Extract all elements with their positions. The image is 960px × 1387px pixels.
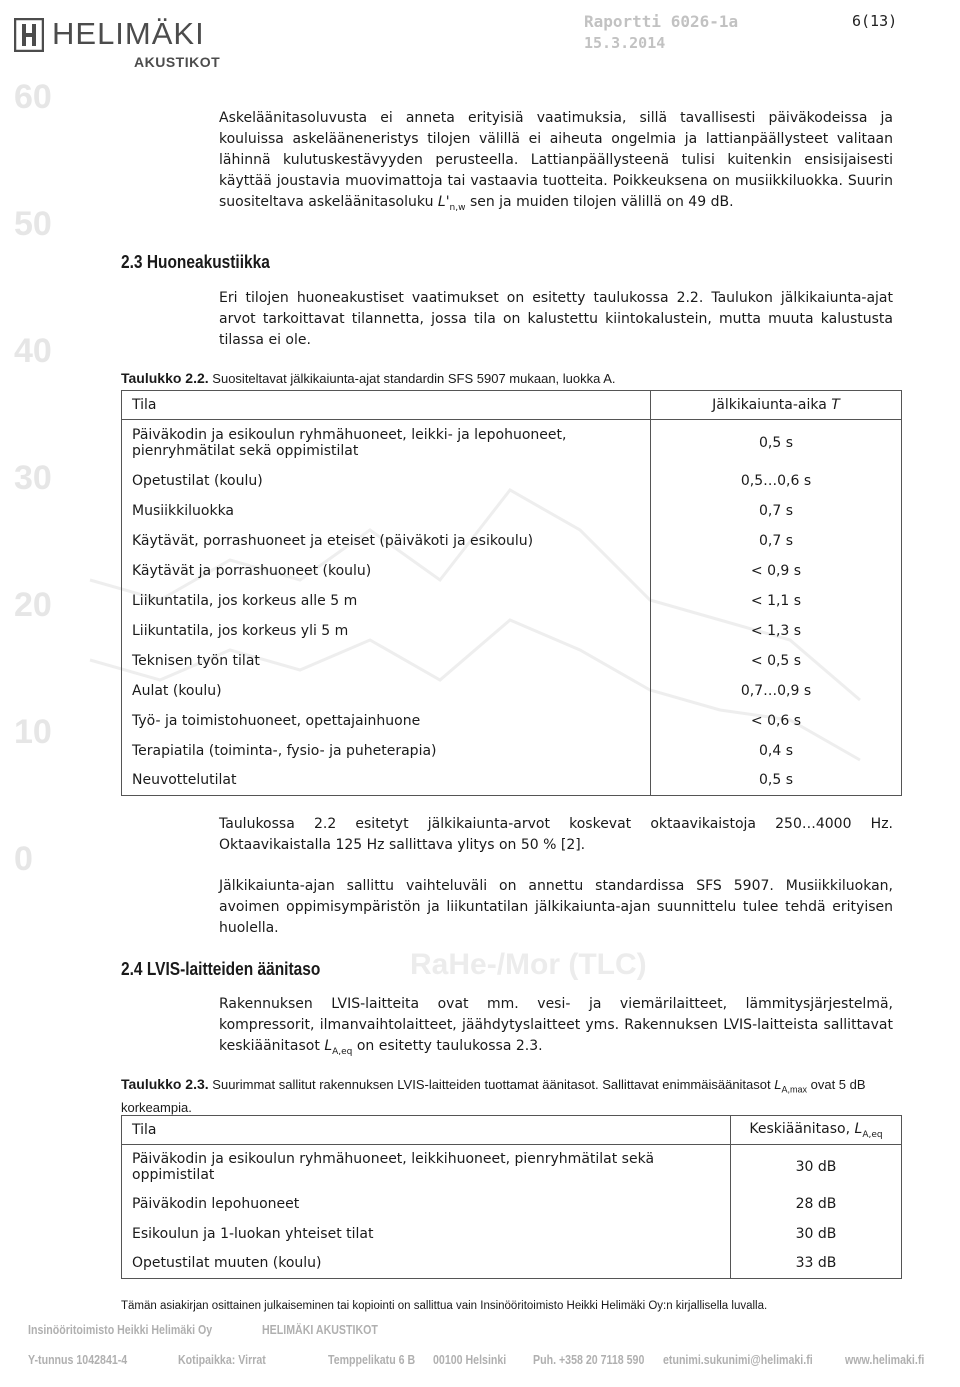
footer-company-row <box>0 1320 960 1342</box>
paragraph-variation: Jälkikaiunta-ajan sallittu vaihteluväli on annettu standardissa SFS 5907. Musiikkiluokan, avoimen oppimisympäristön ja liikuntatilan jälkikaiunta-ajan suunnittelu tulee tehdä erityisen huolella. <box>219 878 893 936</box>
cell-tila: Liikuntatila, jos korkeus yli 5 m <box>122 616 651 646</box>
footer-city: 00100 Helsinki <box>433 1353 507 1367</box>
cell-tila: Terapiatila (toiminta-, fysio- ja puheterapia) <box>122 736 651 766</box>
symbol-subscript: n,w <box>449 202 466 213</box>
cell-value: 33 dB <box>731 1249 902 1279</box>
cell-value: 0,5 s <box>651 420 902 466</box>
cell-value: 0,7 s <box>651 526 902 556</box>
caption-label: Taulukko 2.3. <box>121 1076 209 1092</box>
watermark-tick: 20 <box>14 586 52 624</box>
cell-tila: Esikoulun ja 1-luokan yhteiset tilat <box>122 1219 731 1249</box>
watermark-tick: 10 <box>14 713 52 751</box>
paragraph-octave-bands: Taulukossa 2.2 esitetyt jälkikaiunta-arvot koskevat oktaavikaistoja 250…4000 Hz. Oktaavikaistalla 125 Hz sallittava ylitys on 50 % [2]. <box>219 816 893 853</box>
paragraph-text: Askeläänitasoluvusta ei anneta erityisiä vaatimuksia, sillä tavallisesti päiväkodeissa ja kouluissa askelääneneristys tilojen välillä ei aiheuta ongelmia ja lattianpäällysteet valitaan lähinnä kulutuskestävyyden perusteella. Lattianpäällysteenä tulisi kuitenkin ensisijaisesti käyttää joustavia muovimattoja tai vastaavia tuotteita. Poikkeuksena on musiikkiluokka. Suurin suositeltava askeläänitasoluku <box>219 110 893 210</box>
watermark-tick: 30 <box>14 459 52 497</box>
table-row <box>122 526 902 556</box>
footer-brand: HELIMÄKI AKUSTIKOT <box>262 1323 378 1337</box>
footer-address: Temppelikatu 6 B <box>328 1353 416 1367</box>
header-reverb-symbol: T <box>831 397 840 413</box>
cell-value: 30 dB <box>731 1145 902 1189</box>
section-heading-2-4: 2.4 LVIS-laitteiden äänitaso <box>121 959 321 979</box>
table-row <box>122 706 902 736</box>
page-number: 6(13) <box>852 12 898 30</box>
caption-text: Suositeltavat jälkikaiunta-ajat standardin SFS 5907 mukaan, luokka A. <box>212 371 616 386</box>
copyright-notice: Tämän asiakirjan osittainen julkaiseminen tai kopiointi on sallittua vain Insinööritoimisto Heikki Helimäki Oy:n kirjallisella luvalla. <box>121 1300 768 1312</box>
header-level-symbol: L <box>854 1120 863 1137</box>
cell-value: 0,5 s <box>651 766 902 796</box>
symbol-subscript: A,eq <box>332 1046 353 1057</box>
cell-tila: Aulat (koulu) <box>122 676 651 706</box>
table-caption-2-2 <box>121 369 616 388</box>
logo-subtitle: AKUSTIKOT <box>134 54 221 70</box>
cell-tila: Päiväkodin lepohuoneet <box>122 1189 731 1219</box>
caption-text: Suurimmat sallitut rakennuksen LVIS-laitteiden tuottamat äänitasot. Sallittavat enimmäisäänitasot <box>212 1077 771 1092</box>
symbol-l-prime: L' <box>437 194 450 210</box>
cell-value: < 0,6 s <box>651 706 902 736</box>
symbol-l: L <box>774 1077 782 1092</box>
header-tila: Tila <box>122 391 651 420</box>
section-heading-2-3: 2.3 Huoneakustiikka <box>121 252 270 272</box>
cell-tila: Opetustilat muuten (koulu) <box>122 1249 731 1279</box>
cell-value: < 0,5 s <box>651 646 902 676</box>
cell-tila: Neuvottelutilat <box>122 766 651 796</box>
hvac-noise-table <box>121 1115 902 1279</box>
paragraph-text-end: on esitetty taulukossa 2.3. <box>356 1038 543 1054</box>
cell-value: 28 dB <box>731 1189 902 1219</box>
table-header-row <box>122 1116 902 1145</box>
cell-tila: Käytävät, porrashuoneet ja eteiset (päiväkoti ja esikoulu) <box>122 526 651 556</box>
table-row <box>122 1219 902 1249</box>
cell-tila: Liikuntatila, jos korkeus alle 5 m <box>122 586 651 616</box>
footer-ytunnus: Y-tunnus 1042841-4 <box>28 1353 128 1367</box>
paragraph-text-end: sen ja muiden tilojen välillä on 49 dB. <box>469 194 734 210</box>
watermark-tick: 40 <box>14 332 52 370</box>
cell-tila: Käytävät ja porrashuoneet (koulu) <box>122 556 651 586</box>
cell-value: 0,7 s <box>651 496 902 526</box>
caption-text-end: ovat 5 dB korkeampia. <box>121 1077 866 1115</box>
table-row <box>122 766 902 796</box>
header-reverb-label: Jälkikaiunta-aika <box>712 397 827 413</box>
cell-tila: Teknisen työn tilat <box>122 646 651 676</box>
table-row <box>122 1145 902 1189</box>
header-reverb <box>651 391 902 420</box>
table-row <box>122 556 902 586</box>
logo-name: HELIMÄKI <box>52 16 205 51</box>
table-row <box>122 420 902 466</box>
caption-label: Taulukko 2.2. <box>121 370 209 386</box>
symbol-l: L <box>324 1038 333 1054</box>
footer-web[interactable]: www.helimaki.fi <box>845 1353 925 1367</box>
cell-value: < 0,9 s <box>651 556 902 586</box>
cell-tila: Opetustilat (koulu) <box>122 466 651 496</box>
footer-contact-row <box>0 1350 960 1372</box>
paragraph-room-acoustics: Eri tilojen huoneakustiset vaatimukset on esitetty taulukossa 2.2. Taulukon jälkikaiunta-ajat arvot tarkoittavat tilannetta, jossa tila on kalustettu kiintokalustein, mutta muuta kalustusta tilassa ei ole. <box>219 290 893 348</box>
table-header-row <box>122 391 902 420</box>
footer-company: Insinööritoimisto Heikki Helimäki Oy <box>28 1323 213 1337</box>
header-level-label: Keskiäänitaso, <box>749 1120 851 1137</box>
footer-phone[interactable]: Puh. +358 20 7118 590 <box>533 1353 645 1367</box>
footer-email[interactable]: etunimi.sukunimi@helimaki.fi <box>663 1353 813 1367</box>
watermark-tick: 0 <box>14 840 33 878</box>
table-row <box>122 496 902 526</box>
cell-tila: Päiväkodin ja esikoulun ryhmähuoneet, leikkihuoneet, pienryhmätilat sekä oppimistilat <box>122 1145 731 1189</box>
report-number: Raportti 6026-1a <box>584 12 739 31</box>
paragraph-step-sound <box>219 108 893 219</box>
cell-value: 0,4 s <box>651 736 902 766</box>
header-tila: Tila <box>122 1116 731 1145</box>
cell-value: < 1,3 s <box>651 616 902 646</box>
watermark-caption: RaHe-/Mor (TLC) <box>410 948 647 981</box>
cell-tila: Työ- ja toimistohuoneet, opettajainhuone <box>122 706 651 736</box>
helimaki-logo <box>14 16 221 72</box>
cell-value: 0,5…0,6 s <box>651 466 902 496</box>
table-caption-2-3 <box>121 1075 902 1117</box>
watermark-tick: 60 <box>14 78 52 116</box>
cell-value: 30 dB <box>731 1219 902 1249</box>
table-row <box>122 586 902 616</box>
header-level-subscript: A,eq <box>862 1129 883 1140</box>
table-row <box>122 646 902 676</box>
header-level <box>731 1116 902 1145</box>
cell-tila: Musiikkiluokka <box>122 496 651 526</box>
report-date: 15.3.2014 <box>584 34 666 52</box>
table-row <box>122 676 902 706</box>
cell-value: 0,7…0,9 s <box>651 676 902 706</box>
footer-kotipaikka: Kotipaikka: Virrat <box>178 1353 266 1367</box>
table-row <box>122 616 902 646</box>
table-row <box>122 736 902 766</box>
paragraph-text: Rakennuksen LVIS-laitteita ovat mm. vesi- ja viemärilaitteet, lämmitysjärjestelmä, kompressorit, ilmanvaihtolaitteet, jäähdytyslaitteet yms. Rakennuksen LVIS-laitteista sallittavat keskiäänitasot <box>219 996 893 1054</box>
cell-tila: Päiväkodin ja esikoulun ryhmähuoneet, leikki- ja lepohuoneet, pienryhmätilat sekä oppimistilat <box>122 420 651 466</box>
table-row <box>122 1249 902 1279</box>
table-row <box>122 1189 902 1219</box>
paragraph-hvac <box>219 994 893 1063</box>
logo-mark-icon <box>14 18 44 52</box>
watermark-tick: 50 <box>14 205 52 243</box>
symbol-subscript: A,max <box>781 1084 807 1095</box>
table-row <box>122 466 902 496</box>
cell-value: < 1,1 s <box>651 586 902 616</box>
reverberation-table <box>121 390 902 796</box>
